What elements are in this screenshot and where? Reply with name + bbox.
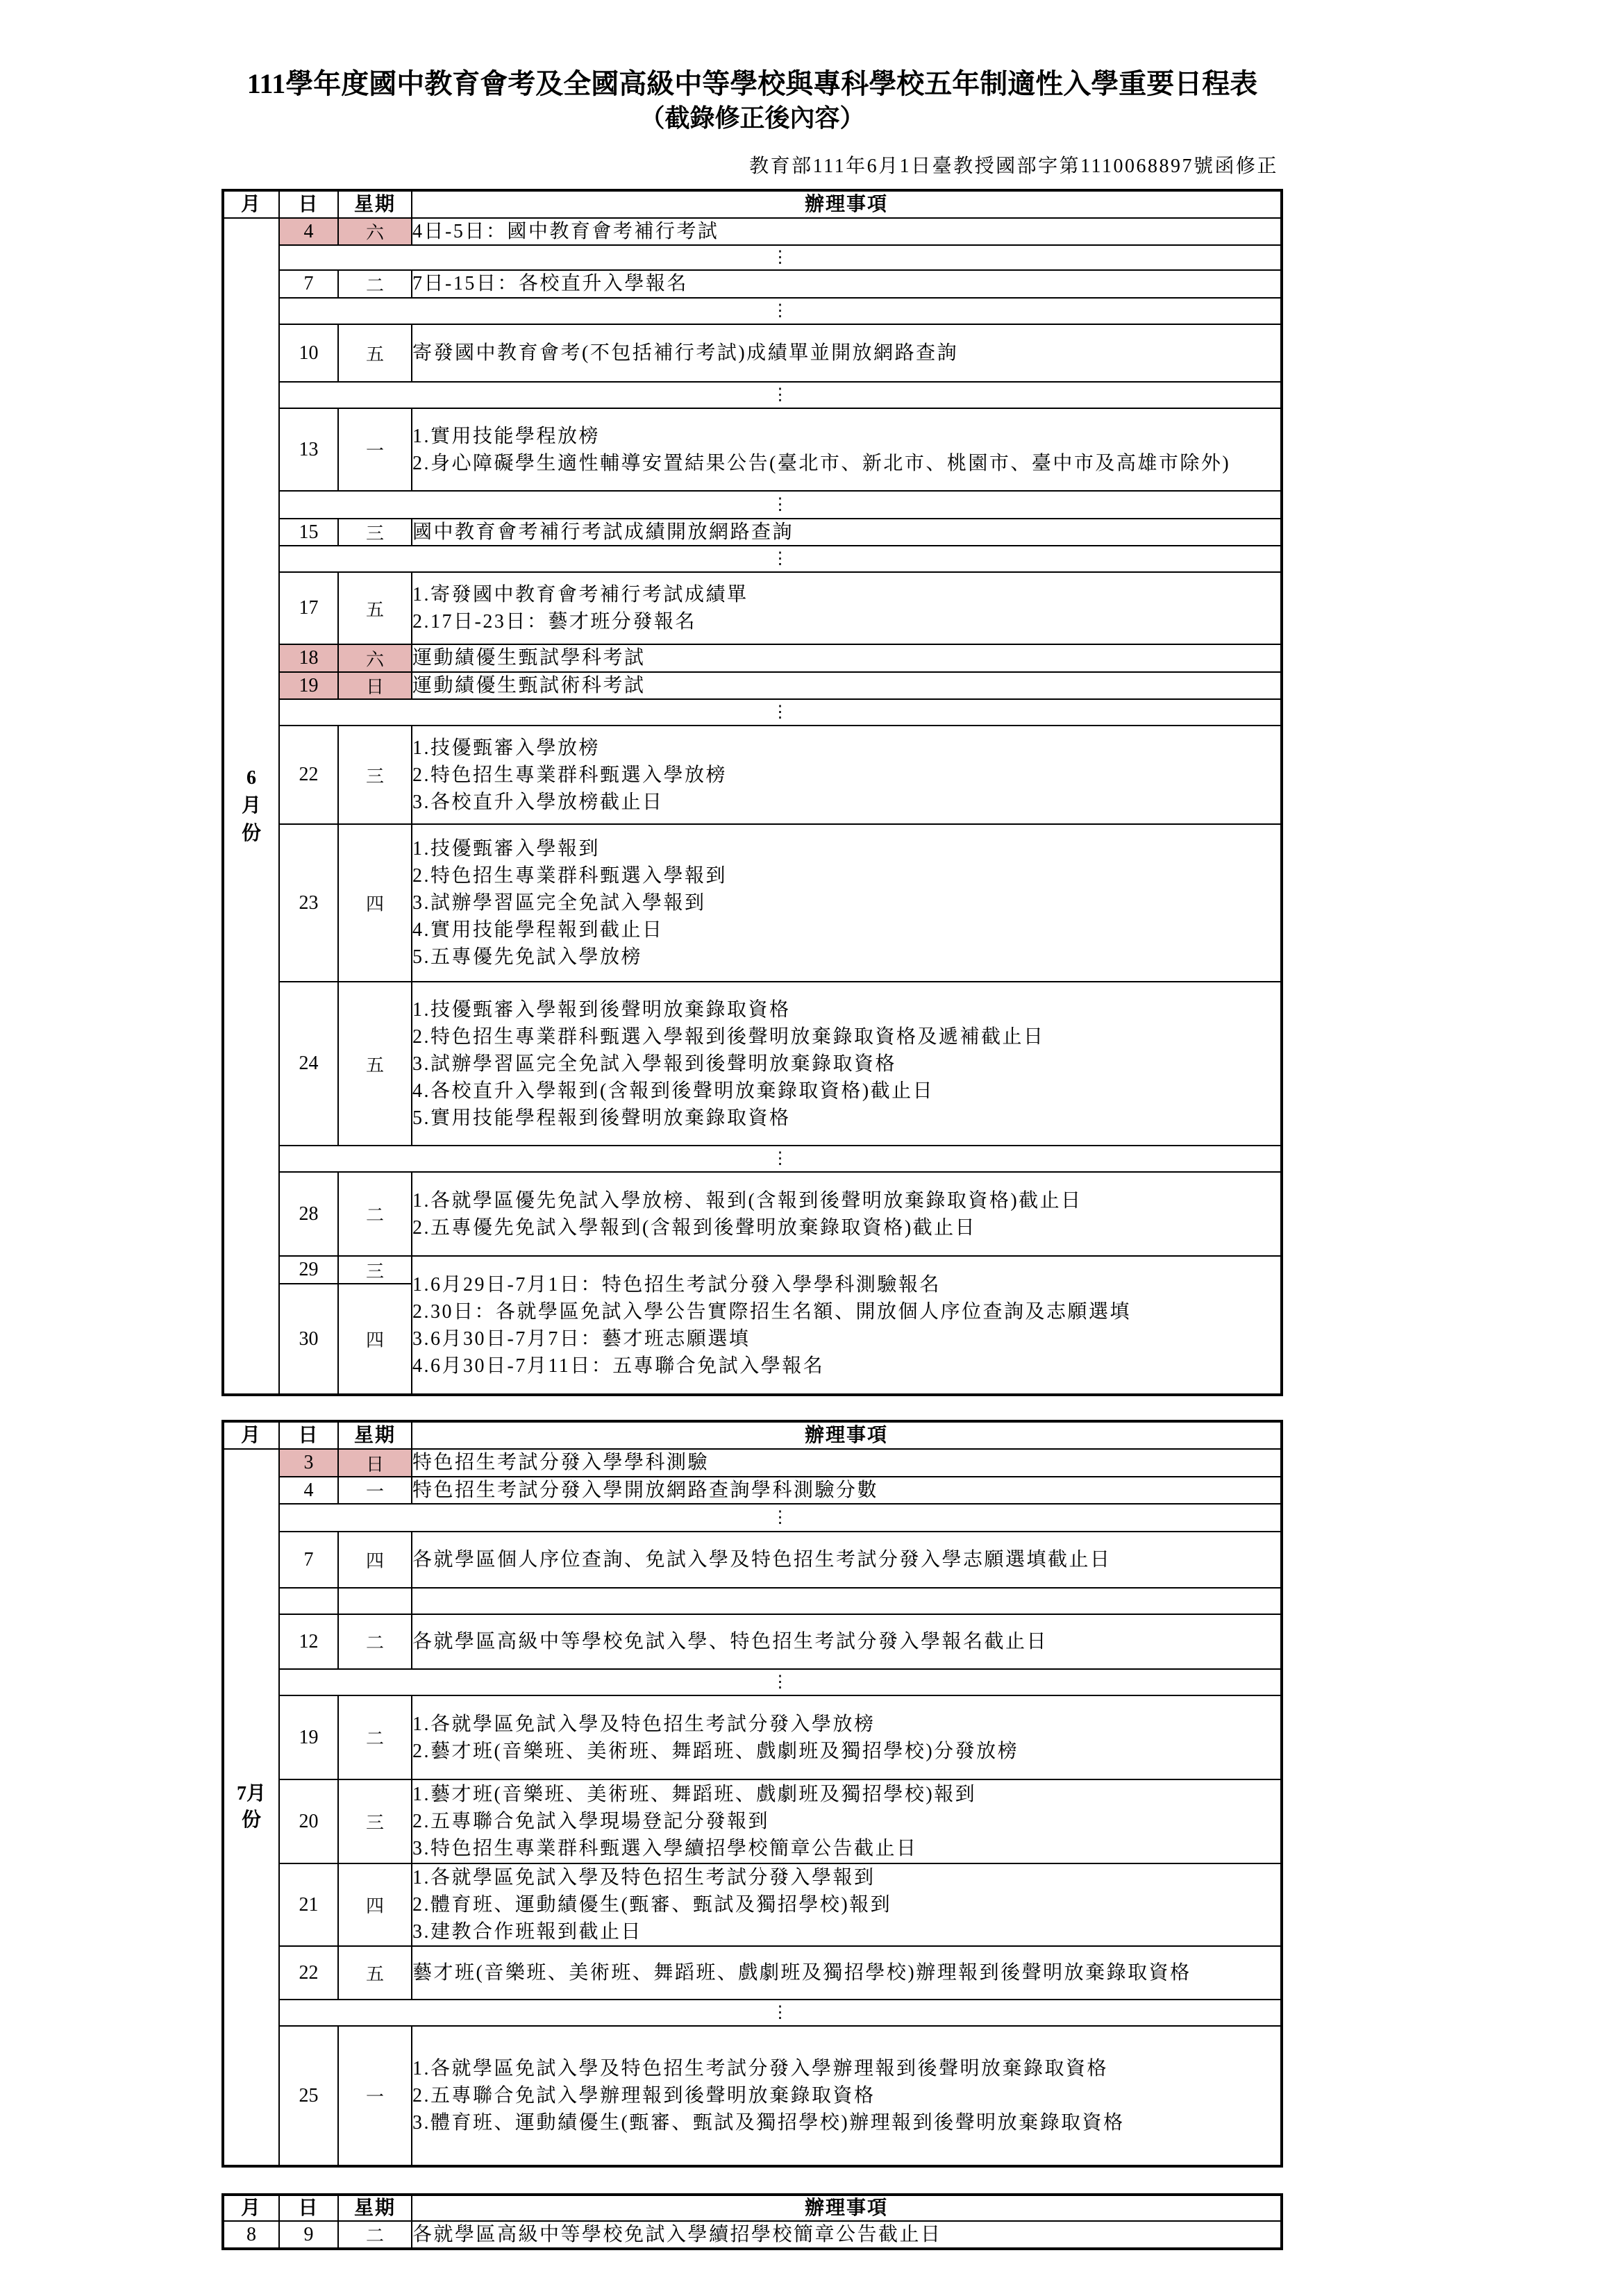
item-line: 3.建教合作班報到截止日 (412, 1921, 643, 1943)
weekday-cell: 一 (338, 1477, 412, 1504)
schedule-table-june (221, 189, 1283, 1396)
items-cell (412, 1946, 1282, 2000)
weekday-cell: 三 (338, 519, 412, 546)
day-cell: 10 (279, 324, 338, 382)
month-cell (223, 1449, 279, 2166)
item-line: 1.實用技能學程放榜 (412, 425, 601, 447)
item-line: 1.各就學區免試入學及特色招生考試分發入學辦理報到後聲明放棄錄取資格 (412, 2058, 1109, 2079)
ellipsis-marker: ⋮ (279, 1669, 1282, 1695)
day-cell: 28 (279, 1172, 338, 1256)
schedule-row (223, 824, 1282, 982)
weekday-cell: 一 (338, 2026, 412, 2166)
ellipsis-marker: ⋮ (279, 1146, 1282, 1172)
items-cell (412, 1614, 1282, 1669)
items-cell (412, 408, 1282, 491)
item-line: 7日-15日：各校直升入學報名 (412, 273, 688, 294)
schedule-row (223, 672, 1282, 699)
items-cell (412, 1779, 1282, 1863)
day-cell: 22 (279, 1946, 338, 2000)
schedule-row (223, 324, 1282, 382)
document-title: 111學年度國中教育會考及全國高級中等學校與專科學校五年制適性入學重要日程表 (246, 68, 1258, 99)
gap-row (223, 382, 1282, 408)
gap-row (223, 1146, 1282, 1172)
ellipsis-marker: ⋮ (279, 1504, 1282, 1532)
schedule-row (223, 270, 1282, 298)
item-line: 2.特色招生專業群科甄選入學放榜 (412, 764, 728, 786)
item-line: 特色招生考試分發入學開放網路查詢學科測驗分數 (412, 1479, 879, 1501)
day-cell: 15 (279, 519, 338, 546)
item-line: 3.各校直升入學放榜截止日 (412, 791, 664, 813)
item-line: 運動績優生甄試學科考試 (412, 647, 646, 669)
item-line: 2.特色招生專業群科甄選入學報到後聲明放棄錄取資格及遞補截止日 (412, 1025, 1045, 1048)
item-line: 2.藝才班(音樂班、美術班、舞蹈班、戲劇班及獨招學校)分發放榜 (412, 1740, 1019, 1762)
item-line: 4.6月30日-7月11日：五專聯合免試入學報名 (412, 1355, 825, 1377)
day-cell: 22 (279, 726, 338, 824)
gap-row (223, 2000, 1282, 2026)
item-line: 3.試辦學習區完全免試入學報到後聲明放棄錄取資格 (412, 1053, 897, 1075)
items-cell (412, 572, 1282, 644)
items-cell (412, 1172, 1282, 1256)
header-row (223, 1421, 1282, 1449)
item-line: 4日-5日：國中教育會考補行考試 (412, 220, 719, 242)
items-cell (412, 672, 1282, 699)
weekday-cell: 四 (338, 1863, 412, 1946)
items-cell (412, 270, 1282, 298)
weekday-cell: 五 (338, 1946, 412, 2000)
items-cell (412, 218, 1282, 245)
day-cell: 9 (279, 2221, 338, 2249)
weekday-cell: 日 (338, 1449, 412, 1477)
gap-row (223, 1504, 1282, 1532)
weekday-cell: 五 (338, 982, 412, 1146)
item-line: 2.17日-23日：藝才班分發報名 (412, 611, 696, 632)
day-cell: 4 (279, 1477, 338, 1504)
items-cell (412, 824, 1282, 982)
gap-row (223, 1669, 1282, 1695)
day-cell: 24 (279, 982, 338, 1146)
day-cell: 25 (279, 2026, 338, 2166)
items-cell (412, 1449, 1282, 1477)
header-row (223, 2195, 1282, 2221)
item-line: 2.體育班、運動績優生(甄審、甄試及獨招學校)報到 (412, 1894, 892, 1916)
month-label-line: 份 (241, 1809, 261, 1831)
day-cell: 4 (279, 218, 338, 245)
item-line: 1.6月29日-7月1日：特色招生考試分發入學學科測驗報名 (412, 1273, 941, 1296)
item-line: 2.五專優先免試入學報到(含報到後聲明放棄錄取資格)截止日 (412, 1216, 977, 1239)
day-cell: 7 (279, 270, 338, 298)
schedule-row (223, 519, 1282, 546)
weekday-cell: 四 (338, 1532, 412, 1588)
items-cell (412, 2221, 1282, 2249)
month-cell (223, 218, 279, 1395)
day-cell: 13 (279, 408, 338, 491)
ellipsis-marker: ⋮ (279, 546, 1282, 572)
schedule-row (223, 726, 1282, 824)
items-cell (412, 519, 1282, 546)
schedule-row (223, 1532, 1282, 1588)
item-line: 2.特色招生專業群科甄選入學報到 (412, 865, 728, 887)
header-day: 日 (279, 2195, 338, 2221)
items-cell (412, 1477, 1282, 1504)
weekday-cell: 二 (338, 1614, 412, 1669)
day-cell: 7 (279, 1532, 338, 1588)
weekday-cell: 五 (338, 572, 412, 644)
schedule-row (223, 1695, 1282, 1779)
item-line: 各就學區個人序位查詢、免試入學及特色招生考試分發入學志願選填截止日 (412, 1549, 1112, 1570)
header-items: 辦理事項 (412, 190, 1282, 218)
schedule-row (223, 1863, 1282, 1946)
day-cell: 19 (279, 1695, 338, 1779)
item-line: 3.6月30日-7月7日：藝才班志願選填 (412, 1327, 751, 1350)
schedule-row (223, 1614, 1282, 1669)
item-line: 2.30日：各就學區免試入學公告實際招生名額、開放個人序位查詢及志願選填 (412, 1300, 1132, 1323)
month-label-line: 月 (241, 795, 261, 816)
items-cell (412, 1695, 1282, 1779)
month-cell: 8 (223, 2221, 279, 2249)
header-month: 月 (223, 1421, 279, 1449)
weekday-cell: 四 (338, 1284, 412, 1395)
gap-row (223, 546, 1282, 572)
schedule-row (223, 644, 1282, 672)
schedule-row (223, 1256, 1282, 1284)
item-line: 1.各就學區免試入學及特色招生考試分發入學放榜 (412, 1713, 876, 1735)
item-line: 2.五專聯合免試入學辦理報到後聲明放棄錄取資格 (412, 2085, 876, 2106)
items-cell (412, 726, 1282, 824)
month-label-line: 7月 (236, 1783, 266, 1804)
day-cell-empty (279, 1588, 338, 1614)
item-line: 4.各校直升入學報到(含報到後聲明放棄錄取資格)截止日 (412, 1080, 935, 1102)
schedule-row (223, 1779, 1282, 1863)
ellipsis-marker: ⋮ (279, 298, 1282, 324)
header-weekday: 星期 (338, 190, 412, 218)
item-line: 1.各就學區優先免試入學放榜、報到(含報到後聲明放棄錄取資格)截止日 (412, 1189, 1082, 1212)
items-cell (412, 324, 1282, 382)
schedule-table-august (221, 2193, 1283, 2250)
reference-note: 教育部111年6月1日臺教授國部字第1110068897號函修正 (749, 156, 1278, 177)
header-items: 辦理事項 (412, 2195, 1282, 2221)
day-cell: 29 (279, 1256, 338, 1284)
item-line: 寄發國中教育會考(不包括補行考試)成績單並開放網路查詢 (412, 342, 959, 364)
schedule-row (223, 1477, 1282, 1504)
weekday-cell-empty (338, 1588, 412, 1614)
day-cell: 18 (279, 644, 338, 672)
day-cell: 20 (279, 1779, 338, 1863)
gap-row (223, 491, 1282, 519)
weekday-cell: 三 (338, 1779, 412, 1863)
day-cell: 21 (279, 1863, 338, 1946)
item-line: 3.試辦學習區完全免試入學報到 (412, 892, 706, 914)
ellipsis-marker: ⋮ (279, 699, 1282, 726)
day-cell: 3 (279, 1449, 338, 1477)
day-cell: 30 (279, 1284, 338, 1395)
weekday-cell: 三 (338, 726, 412, 824)
schedule-row (223, 1449, 1282, 1477)
item-line: 5.五專優先免試入學放榜 (412, 946, 643, 968)
header-day: 日 (279, 190, 338, 218)
ellipsis-marker: ⋮ (279, 382, 1282, 408)
items-cell (412, 1256, 1282, 1395)
items-cell (412, 2026, 1282, 2166)
month-label-line: 6 (246, 767, 256, 789)
document-subtitle: （截錄修正後內容） (639, 104, 865, 132)
header-weekday: 星期 (338, 2195, 412, 2221)
day-cell: 23 (279, 824, 338, 982)
ellipsis-marker: ⋮ (279, 2000, 1282, 2026)
weekday-cell: 三 (338, 1256, 412, 1284)
item-line: 1.各就學區免試入學及特色招生考試分發入學報到 (412, 1867, 876, 1888)
item-line: 1.技優甄審入學報到後聲明放棄錄取資格 (412, 998, 791, 1021)
weekday-cell: 二 (338, 1695, 412, 1779)
month-label-line: 份 (241, 823, 261, 844)
schedule-table-july (221, 1420, 1283, 2168)
item-line: 5.實用技能學程報到後聲明放棄錄取資格 (412, 1107, 791, 1129)
day-cell: 17 (279, 572, 338, 644)
items-cell (412, 644, 1282, 672)
ellipsis-marker: ⋮ (279, 491, 1282, 519)
schedule-row (223, 572, 1282, 644)
blank-row (223, 1588, 1282, 1614)
item-line: 藝才班(音樂班、美術班、舞蹈班、戲劇班及獨招學校)辦理報到後聲明放棄錄取資格 (412, 1962, 1191, 1984)
item-line: 4.實用技能學程報到截止日 (412, 919, 664, 941)
item-line: 2.五專聯合免試入學現場登記分發報到 (412, 1811, 770, 1832)
item-line: 國中教育會考補行考試成績開放網路查詢 (412, 521, 794, 543)
items-cell-empty (412, 1588, 1282, 1614)
item-line: 各就學區高級中等學校免試入學、特色招生考試分發入學報名截止日 (412, 1631, 1048, 1652)
items-cell (412, 982, 1282, 1146)
item-line: 運動績優生甄試術科考試 (412, 674, 646, 696)
weekday-cell: 二 (338, 270, 412, 298)
gap-row (223, 245, 1282, 270)
item-line: 各就學區高級中等學校免試入學續招學校簡章公告截止日 (412, 2223, 942, 2245)
weekday-cell: 日 (338, 672, 412, 699)
item-line: 3.特色招生專業群科甄選入學續招學校簡章公告截止日 (412, 1838, 918, 1859)
day-cell: 19 (279, 672, 338, 699)
weekday-cell: 六 (338, 218, 412, 245)
schedule-row (223, 2026, 1282, 2166)
items-cell (412, 1863, 1282, 1946)
weekday-cell: 六 (338, 644, 412, 672)
item-line: 2.身心障礙學生適性輔導安置結果公告(臺北市、新北市、桃園市、臺中市及高雄市除外) (412, 452, 1231, 474)
schedule-row (223, 982, 1282, 1146)
schedule-row (223, 408, 1282, 491)
header-items: 辦理事項 (412, 1421, 1282, 1449)
weekday-cell: 二 (338, 1172, 412, 1256)
item-line: 3.體育班、運動績優生(甄審、甄試及獨招學校)辦理報到後聲明放棄錄取資格 (412, 2112, 1125, 2134)
schedule-row (223, 1946, 1282, 2000)
weekday-cell: 一 (338, 408, 412, 491)
schedule-row (223, 218, 1282, 245)
weekday-cell: 五 (338, 324, 412, 382)
day-cell: 12 (279, 1614, 338, 1669)
ellipsis-marker: ⋮ (279, 245, 1282, 270)
schedule-row (223, 2221, 1282, 2249)
item-line: 1.技優甄審入學放榜 (412, 737, 601, 759)
item-line: 特色招生考試分發入學學科測驗 (412, 1452, 710, 1473)
item-line: 1.藝才班(音樂班、美術班、舞蹈班、戲劇班及獨招學校)報到 (412, 1784, 977, 1805)
item-line: 1.技優甄審入學報到 (412, 838, 601, 860)
gap-row (223, 699, 1282, 726)
header-row (223, 190, 1282, 218)
gap-row (223, 298, 1282, 324)
header-day: 日 (279, 1421, 338, 1449)
items-cell (412, 1532, 1282, 1588)
weekday-cell: 四 (338, 824, 412, 982)
schedule-row (223, 1172, 1282, 1256)
header-weekday: 星期 (338, 1421, 412, 1449)
header-month: 月 (223, 190, 279, 218)
header-month: 月 (223, 2195, 279, 2221)
weekday-cell: 二 (338, 2221, 412, 2249)
item-line: 1.寄發國中教育會考補行考試成績單 (412, 584, 748, 605)
